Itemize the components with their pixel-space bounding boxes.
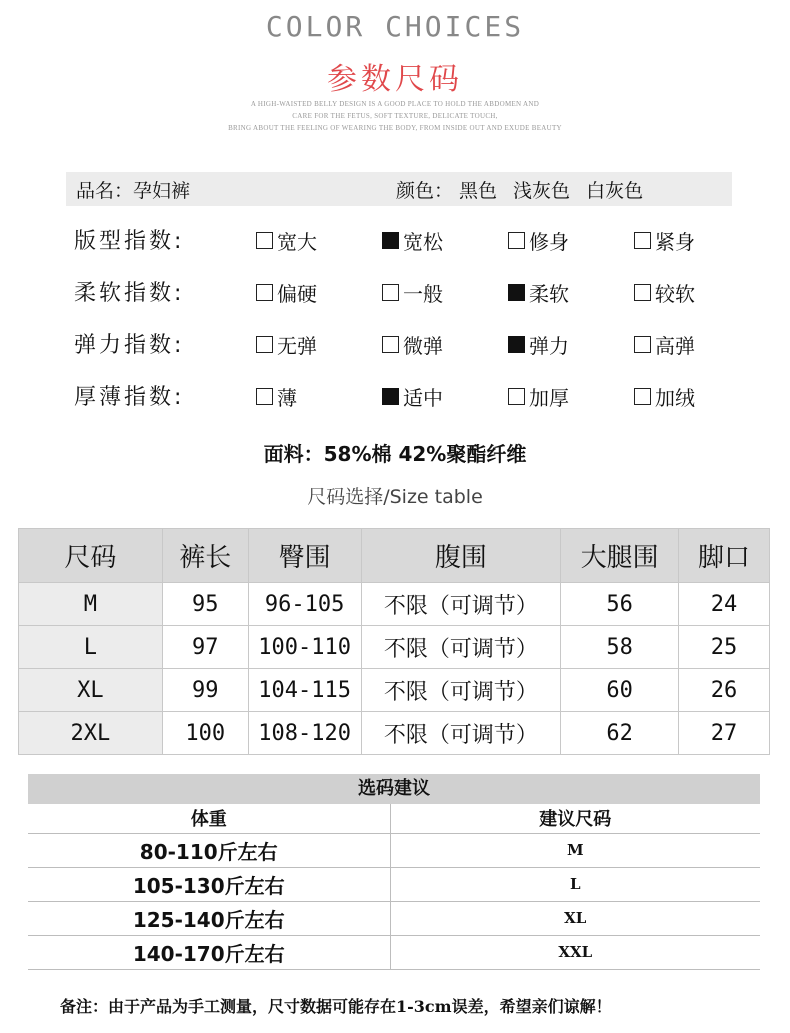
index-option <box>508 279 569 305</box>
recommend-row <box>28 867 760 901</box>
header-title-en: COLOR CHOICES <box>265 10 525 43</box>
unchecked-box-icon <box>256 388 273 405</box>
checked-box-icon <box>508 284 525 301</box>
index-label: 柔软指数: <box>74 281 185 306</box>
index-option <box>634 383 695 409</box>
size-table-header: 臀围 <box>248 529 361 583</box>
size-table-header: 尺码 <box>19 529 163 583</box>
index-option <box>634 227 695 253</box>
size-table-cell: 62 <box>561 712 679 755</box>
index-option <box>508 383 569 409</box>
size-table-header: 脚口 <box>679 529 770 583</box>
unchecked-box-icon <box>382 336 399 353</box>
size-table-cell: 26 <box>679 669 770 712</box>
recommend-row <box>28 935 760 969</box>
measurement-note: 备注：由于产品为手工测量，尺寸数据可能存在1-3cm误差，希望亲们谅解！ <box>60 997 612 1016</box>
recommend-row <box>28 901 760 935</box>
index-option <box>256 383 297 409</box>
index-option-label: 宽大 <box>277 229 317 254</box>
size-table-cell: 60 <box>561 669 679 712</box>
recommend-row <box>28 833 760 867</box>
checked-box-icon <box>508 336 525 353</box>
unchecked-box-icon <box>634 388 651 405</box>
size-table-cell: 99 <box>162 669 248 712</box>
index-option-label: 加厚 <box>529 385 569 410</box>
size-table-cell: M <box>19 583 163 626</box>
index-option <box>382 279 443 305</box>
size-table-cell: 96-105 <box>248 583 361 626</box>
index-label: 厚薄指数: <box>74 385 185 410</box>
recommend-size: M <box>390 833 760 867</box>
unchecked-box-icon <box>508 388 525 405</box>
index-option-label: 微弹 <box>403 333 443 358</box>
index-option-label: 加绒 <box>655 385 695 410</box>
index-option-label: 一般 <box>403 281 443 306</box>
size-table-cell: 不限（可调节） <box>361 712 561 755</box>
header-title-cn: 参数尺码 <box>327 62 463 97</box>
size-table-row <box>19 712 770 755</box>
header-tagline-line: BRING ABOUT THE FEELING OF WEARING THE BODY, FROM INSIDE OUT AND EXUDE BEAUTY <box>228 124 562 132</box>
index-row <box>74 224 754 256</box>
size-table-cell: 108-120 <box>248 712 361 755</box>
recommend-table <box>28 804 760 970</box>
checked-box-icon <box>382 388 399 405</box>
product-name-value: 孕妇裤 <box>133 180 191 202</box>
fabric-composition: 面料：58%棉 42%聚酯纤维 <box>263 442 527 466</box>
unchecked-box-icon <box>382 284 399 301</box>
unchecked-box-icon <box>634 284 651 301</box>
index-option <box>382 383 443 409</box>
size-table-cell: 不限（可调节） <box>361 669 561 712</box>
size-table-cell: 97 <box>162 626 248 669</box>
unchecked-box-icon <box>256 284 273 301</box>
size-table <box>18 528 770 755</box>
size-table-header: 裤长 <box>162 529 248 583</box>
size-table-title: 尺码选择/Size table <box>307 486 483 508</box>
header-tagline-line: A HIGH-WAISTED BELLY DESIGN IS A GOOD PLACE TO HOLD THE ABDOMEN AND <box>250 100 540 108</box>
index-option <box>256 331 317 357</box>
index-option <box>256 227 317 253</box>
size-table-cell: 56 <box>561 583 679 626</box>
size-table-cell: 2XL <box>19 712 163 755</box>
recommend-size: XXL <box>390 935 760 969</box>
index-option-label: 偏硬 <box>277 281 317 306</box>
index-option-label: 较软 <box>655 281 695 306</box>
index-option <box>256 279 317 305</box>
product-name-label: 品名： <box>76 180 134 202</box>
checked-box-icon <box>382 232 399 249</box>
size-table-cell: L <box>19 626 163 669</box>
product-name <box>76 176 190 203</box>
size-table-cell: 不限（可调节） <box>361 583 561 626</box>
index-option <box>508 331 569 357</box>
unchecked-box-icon <box>634 336 651 353</box>
index-option-label: 弹力 <box>529 333 569 358</box>
product-color-values: 黑色 浅灰色 白灰色 <box>459 180 644 202</box>
size-table-cell: 95 <box>162 583 248 626</box>
index-option <box>508 227 569 253</box>
size-table-header: 大腿围 <box>561 529 679 583</box>
index-option-label: 无弹 <box>277 333 317 358</box>
index-option <box>634 279 695 305</box>
index-label: 弹力指数: <box>74 333 185 358</box>
size-table-row <box>19 669 770 712</box>
index-option <box>382 227 443 253</box>
size-table-cell: 25 <box>679 626 770 669</box>
size-table-row <box>19 626 770 669</box>
product-colors <box>396 176 643 203</box>
index-label: 版型指数: <box>74 229 185 254</box>
index-option <box>634 331 695 357</box>
unchecked-box-icon <box>256 336 273 353</box>
index-option-label: 修身 <box>529 229 569 254</box>
index-option-label: 适中 <box>403 385 443 410</box>
size-table-cell: XL <box>19 669 163 712</box>
index-row <box>74 276 754 308</box>
index-option-label: 薄 <box>277 385 297 410</box>
size-table-cell: 58 <box>561 626 679 669</box>
product-color-label: 颜色： <box>396 180 454 202</box>
index-row <box>74 328 754 360</box>
recommend-weight: 140-170斤左右 <box>28 935 390 969</box>
recommend-header-row <box>28 804 760 833</box>
header-tagline-line: CARE FOR THE FETUS, SOFT TEXTURE, DELICATE TOUCH, <box>292 112 498 120</box>
size-table-cell: 27 <box>679 712 770 755</box>
recommend-size: L <box>390 867 760 901</box>
size-table-cell: 100 <box>162 712 248 755</box>
unchecked-box-icon <box>256 232 273 249</box>
recommend-weight: 80-110斤左右 <box>28 833 390 867</box>
index-option <box>382 331 443 357</box>
unchecked-box-icon <box>634 232 651 249</box>
index-option-label: 紧身 <box>655 229 695 254</box>
index-row <box>74 380 754 412</box>
size-table-cell: 100-110 <box>248 626 361 669</box>
recommend-size: XL <box>390 901 760 935</box>
recommend-weight: 125-140斤左右 <box>28 901 390 935</box>
size-table-header-row <box>19 529 770 583</box>
index-option-label: 宽松 <box>403 229 443 254</box>
size-table-cell: 104-115 <box>248 669 361 712</box>
recommend-weight: 105-130斤左右 <box>28 867 390 901</box>
size-table-cell: 不限（可调节） <box>361 626 561 669</box>
size-table-cell: 24 <box>679 583 770 626</box>
index-option-label: 高弹 <box>655 333 695 358</box>
product-info-bar <box>66 172 732 206</box>
index-option-label: 柔软 <box>529 281 569 306</box>
recommend-header: 建议尺码 <box>390 804 760 833</box>
recommend-title: 选码建议 <box>28 774 760 804</box>
size-table-row <box>19 583 770 626</box>
size-table-header: 腹围 <box>361 529 561 583</box>
recommend-header: 体重 <box>28 804 390 833</box>
unchecked-box-icon <box>508 232 525 249</box>
